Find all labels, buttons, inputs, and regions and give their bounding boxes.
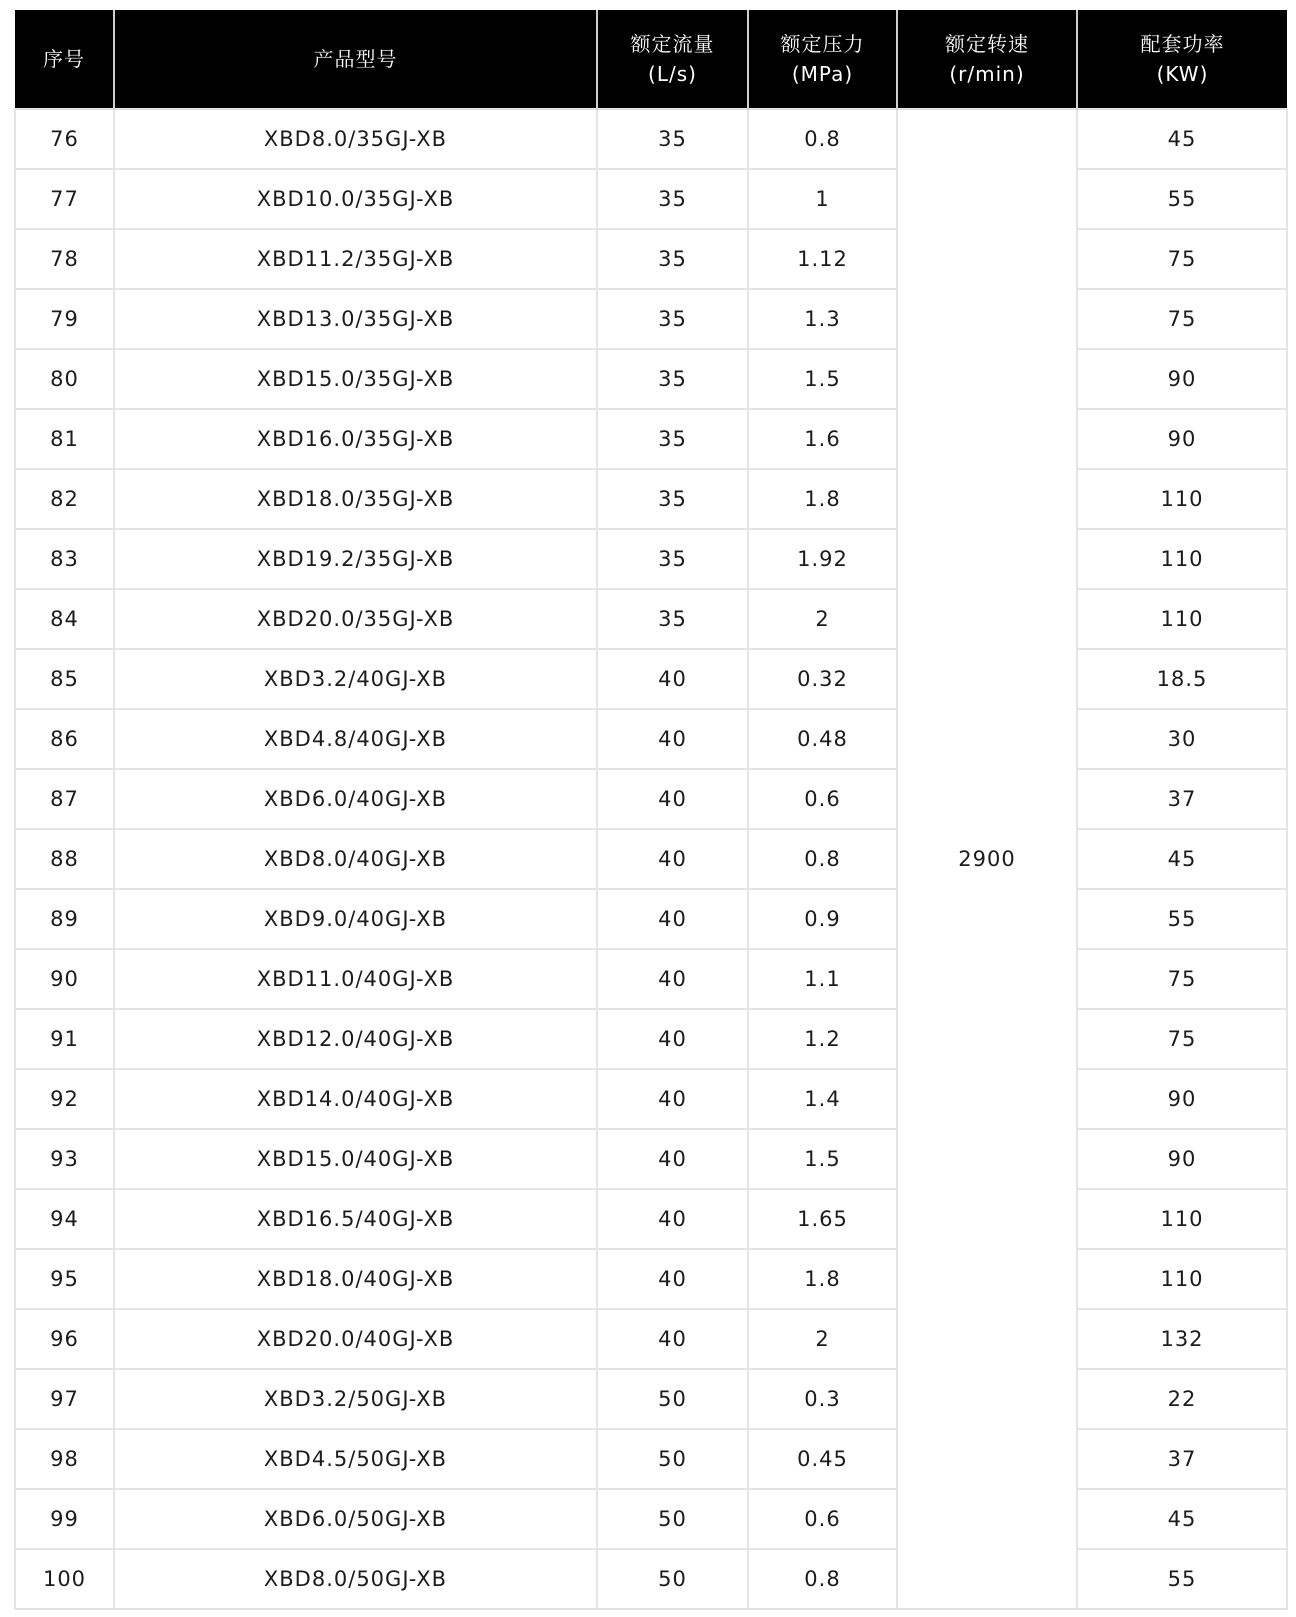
table-row (15, 1009, 1287, 1069)
cell-rated-flow: 35 (597, 109, 748, 169)
table-row (15, 769, 1287, 829)
cell-index: 83 (15, 529, 114, 589)
table-body (15, 109, 1287, 1609)
cell-index: 79 (15, 289, 114, 349)
table-header (15, 10, 1287, 109)
cell-rated-pressure: 1.65 (748, 1189, 897, 1249)
cell-rated-pressure: 0.6 (748, 1489, 897, 1549)
cell-model: XBD6.0/50GJ-XB (114, 1489, 597, 1549)
header-rated-speed: 额定转速 (r/min) (897, 10, 1077, 109)
cell-index: 86 (15, 709, 114, 769)
table-row (15, 829, 1287, 889)
cell-index: 80 (15, 349, 114, 409)
table-row (15, 469, 1287, 529)
cell-rated-pressure: 0.45 (748, 1429, 897, 1489)
cell-rated-flow: 35 (597, 529, 748, 589)
cell-model: XBD16.5/40GJ-XB (114, 1189, 597, 1249)
cell-rated-pressure: 1.5 (748, 349, 897, 409)
cell-rated-flow: 40 (597, 1309, 748, 1369)
cell-model: XBD14.0/40GJ-XB (114, 1069, 597, 1129)
cell-matched-power: 30 (1077, 709, 1287, 769)
cell-matched-power: 18.5 (1077, 649, 1287, 709)
cell-rated-speed: 2900 (897, 109, 1077, 1609)
cell-index: 88 (15, 829, 114, 889)
cell-rated-flow: 40 (597, 1069, 748, 1129)
cell-rated-flow: 40 (597, 889, 748, 949)
header-rated-pressure: 额定压力 (MPa) (748, 10, 897, 109)
cell-index: 92 (15, 1069, 114, 1129)
cell-index: 91 (15, 1009, 114, 1069)
cell-index: 99 (15, 1489, 114, 1549)
cell-index: 81 (15, 409, 114, 469)
cell-rated-flow: 35 (597, 349, 748, 409)
cell-rated-flow: 35 (597, 229, 748, 289)
cell-model: XBD4.8/40GJ-XB (114, 709, 597, 769)
cell-index: 84 (15, 589, 114, 649)
cell-rated-pressure: 0.9 (748, 889, 897, 949)
cell-matched-power: 110 (1077, 1189, 1287, 1249)
cell-matched-power: 132 (1077, 1309, 1287, 1369)
table-row (15, 229, 1287, 289)
cell-matched-power: 55 (1077, 889, 1287, 949)
cell-rated-pressure: 0.3 (748, 1369, 897, 1429)
cell-rated-flow: 40 (597, 949, 748, 1009)
cell-model: XBD10.0/35GJ-XB (114, 169, 597, 229)
cell-rated-pressure: 1.8 (748, 469, 897, 529)
cell-model: XBD18.0/35GJ-XB (114, 469, 597, 529)
cell-model: XBD9.0/40GJ-XB (114, 889, 597, 949)
cell-matched-power: 37 (1077, 769, 1287, 829)
cell-rated-pressure: 1.92 (748, 529, 897, 589)
header-rated-flow: 额定流量 (L/s) (597, 10, 748, 109)
header-matched-power: 配套功率 (KW) (1077, 10, 1287, 109)
cell-index: 82 (15, 469, 114, 529)
cell-matched-power: 90 (1077, 1069, 1287, 1129)
cell-matched-power: 45 (1077, 1489, 1287, 1549)
cell-matched-power: 90 (1077, 349, 1287, 409)
cell-matched-power: 110 (1077, 589, 1287, 649)
table-row (15, 1429, 1287, 1489)
cell-matched-power: 75 (1077, 949, 1287, 1009)
cell-model: XBD8.0/35GJ-XB (114, 109, 597, 169)
table-row (15, 1369, 1287, 1429)
cell-rated-flow: 50 (597, 1549, 748, 1609)
cell-model: XBD11.0/40GJ-XB (114, 949, 597, 1009)
cell-matched-power: 22 (1077, 1369, 1287, 1429)
table-row (15, 1189, 1287, 1249)
cell-model: XBD8.0/50GJ-XB (114, 1549, 597, 1609)
cell-rated-pressure: 1.6 (748, 409, 897, 469)
cell-rated-flow: 40 (597, 1009, 748, 1069)
cell-rated-flow: 40 (597, 829, 748, 889)
cell-index: 76 (15, 109, 114, 169)
cell-model: XBD3.2/50GJ-XB (114, 1369, 597, 1429)
header-model: 产品型号 (114, 10, 597, 109)
table-row (15, 1489, 1287, 1549)
cell-rated-pressure: 0.32 (748, 649, 897, 709)
cell-matched-power: 90 (1077, 1129, 1287, 1189)
cell-matched-power: 110 (1077, 529, 1287, 589)
cell-rated-pressure: 1.1 (748, 949, 897, 1009)
cell-index: 97 (15, 1369, 114, 1429)
cell-model: XBD15.0/35GJ-XB (114, 349, 597, 409)
cell-model: XBD15.0/40GJ-XB (114, 1129, 597, 1189)
cell-rated-flow: 35 (597, 469, 748, 529)
cell-index: 78 (15, 229, 114, 289)
cell-rated-pressure: 1.2 (748, 1009, 897, 1069)
cell-matched-power: 75 (1077, 289, 1287, 349)
cell-rated-pressure: 2 (748, 1309, 897, 1369)
cell-rated-flow: 40 (597, 649, 748, 709)
table-row (15, 949, 1287, 1009)
table-row (15, 589, 1287, 649)
cell-matched-power: 37 (1077, 1429, 1287, 1489)
cell-index: 90 (15, 949, 114, 1009)
cell-model: XBD19.2/35GJ-XB (114, 529, 597, 589)
cell-model: XBD11.2/35GJ-XB (114, 229, 597, 289)
table-row (15, 409, 1287, 469)
cell-model: XBD16.0/35GJ-XB (114, 409, 597, 469)
cell-model: XBD6.0/40GJ-XB (114, 769, 597, 829)
table-row (15, 1069, 1287, 1129)
cell-matched-power: 110 (1077, 1249, 1287, 1309)
table-row (15, 709, 1287, 769)
cell-matched-power: 75 (1077, 1009, 1287, 1069)
cell-model: XBD13.0/35GJ-XB (114, 289, 597, 349)
table-row (15, 289, 1287, 349)
cell-rated-pressure: 1 (748, 169, 897, 229)
cell-model: XBD20.0/35GJ-XB (114, 589, 597, 649)
cell-model: XBD4.5/50GJ-XB (114, 1429, 597, 1489)
table-row (15, 1309, 1287, 1369)
cell-rated-pressure: 0.6 (748, 769, 897, 829)
cell-index: 95 (15, 1249, 114, 1309)
cell-model: XBD8.0/40GJ-XB (114, 829, 597, 889)
cell-rated-pressure: 0.8 (748, 109, 897, 169)
table-row (15, 109, 1287, 169)
cell-rated-flow: 50 (597, 1489, 748, 1549)
pump-spec-table (14, 10, 1288, 1610)
cell-matched-power: 75 (1077, 229, 1287, 289)
cell-index: 89 (15, 889, 114, 949)
cell-index: 77 (15, 169, 114, 229)
cell-index: 94 (15, 1189, 114, 1249)
table-row (15, 169, 1287, 229)
cell-rated-flow: 35 (597, 589, 748, 649)
cell-rated-flow: 40 (597, 1249, 748, 1309)
cell-matched-power: 55 (1077, 1549, 1287, 1609)
table-row (15, 649, 1287, 709)
cell-rated-flow: 40 (597, 769, 748, 829)
cell-rated-pressure: 1.8 (748, 1249, 897, 1309)
cell-matched-power: 90 (1077, 409, 1287, 469)
cell-rated-flow: 50 (597, 1429, 748, 1489)
cell-model: XBD18.0/40GJ-XB (114, 1249, 597, 1309)
table-row (15, 889, 1287, 949)
cell-matched-power: 45 (1077, 829, 1287, 889)
table-row (15, 1549, 1287, 1609)
header-row (15, 10, 1287, 109)
cell-index: 96 (15, 1309, 114, 1369)
cell-rated-flow: 35 (597, 289, 748, 349)
cell-rated-pressure: 1.12 (748, 229, 897, 289)
cell-index: 100 (15, 1549, 114, 1609)
cell-model: XBD12.0/40GJ-XB (114, 1009, 597, 1069)
cell-matched-power: 45 (1077, 109, 1287, 169)
cell-rated-pressure: 1.4 (748, 1069, 897, 1129)
cell-index: 98 (15, 1429, 114, 1489)
cell-rated-pressure: 1.5 (748, 1129, 897, 1189)
cell-rated-flow: 50 (597, 1369, 748, 1429)
cell-index: 93 (15, 1129, 114, 1189)
cell-rated-flow: 40 (597, 1129, 748, 1189)
cell-index: 87 (15, 769, 114, 829)
cell-rated-pressure: 0.8 (748, 1549, 897, 1609)
cell-index: 85 (15, 649, 114, 709)
table-row (15, 529, 1287, 589)
table-row (15, 1129, 1287, 1189)
cell-rated-flow: 40 (597, 1189, 748, 1249)
cell-rated-pressure: 1.3 (748, 289, 897, 349)
cell-rated-flow: 40 (597, 709, 748, 769)
cell-rated-pressure: 0.48 (748, 709, 897, 769)
cell-matched-power: 110 (1077, 469, 1287, 529)
cell-rated-flow: 35 (597, 409, 748, 469)
cell-rated-pressure: 0.8 (748, 829, 897, 889)
header-index: 序号 (15, 10, 114, 109)
cell-rated-flow: 35 (597, 169, 748, 229)
cell-matched-power: 55 (1077, 169, 1287, 229)
cell-model: XBD3.2/40GJ-XB (114, 649, 597, 709)
cell-rated-pressure: 2 (748, 589, 897, 649)
table-row (15, 349, 1287, 409)
cell-model: XBD20.0/40GJ-XB (114, 1309, 597, 1369)
table-row (15, 1249, 1287, 1309)
